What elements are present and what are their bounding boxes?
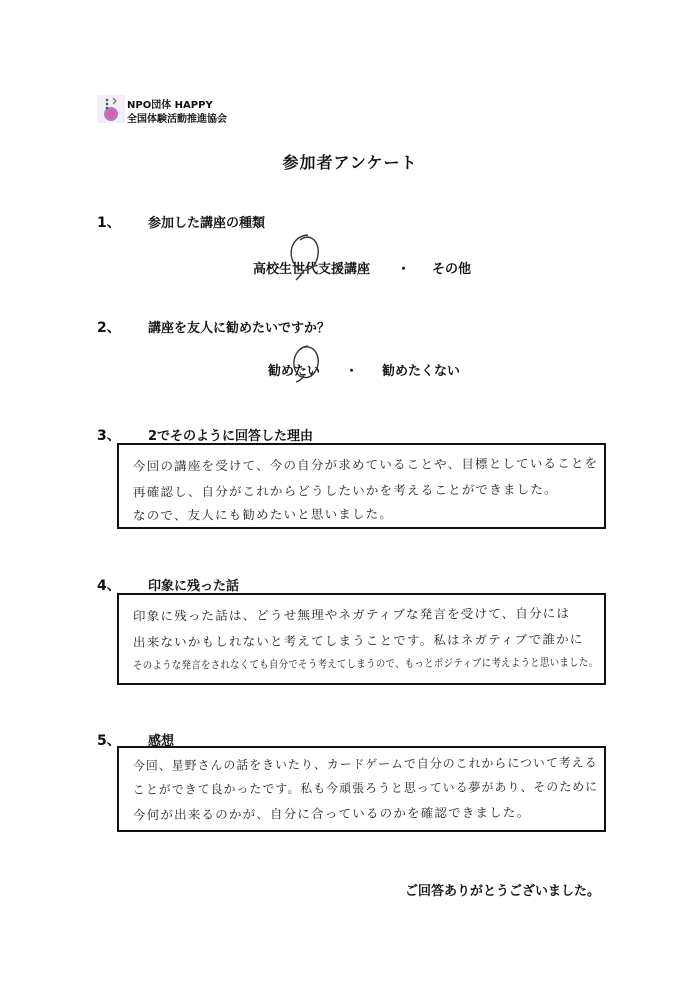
q4-answer-line-2: 出来ないかもしれないと考えてしまうことです。私はネガティブで誰かに	[132, 631, 584, 650]
question-5-number: 5、	[97, 733, 121, 749]
q5-answer-line-3: 今何が出来るのかが、自分に合っているのかを確認できました。	[132, 804, 531, 823]
q3-answer-line-2: 再確認し、自分がこれからどうしたいかを考えることができました。	[132, 481, 558, 500]
q1-option-other[interactable]: その他	[432, 262, 472, 277]
question-1-text: 参加した講座の種類	[148, 216, 266, 231]
question-4-text: 印象に残った話	[148, 579, 240, 594]
q5-answer-box[interactable]	[117, 746, 606, 832]
question-2-text: 講座を友人に勧めたいですか？	[148, 321, 331, 336]
question-3-text: 2でそのように回答した理由	[148, 429, 314, 444]
question-5-text: 感想	[148, 734, 175, 749]
org-name-line2: 全国体験活動推進協会	[127, 114, 227, 125]
q2-option-yes[interactable]: 勧めたい	[268, 364, 321, 379]
q2-option-no[interactable]: 勧めたくない	[382, 364, 461, 379]
page-title: 参加者アンケート	[282, 153, 418, 172]
question-2-number: 2、	[97, 320, 121, 336]
q4-answer-line-3: そのような発言をされなくても自分でそう考えてしまうので、もっとポジティブに考えようと思いました。	[132, 655, 599, 672]
q1-option-highschool[interactable]: 高校生世代支援講座	[253, 262, 371, 277]
question-1-number: 1、	[97, 215, 121, 231]
q1-selection-circle	[278, 230, 328, 282]
q3-answer-line-3: なので、友人にも勧めたいと思いました。	[132, 506, 394, 523]
q5-answer-line-1: 今回、星野さんの話をきいたり、カードゲームで自分のこれからについて考える	[132, 754, 598, 773]
question-4-number: 4、	[97, 578, 121, 594]
q4-answer-box[interactable]	[117, 593, 606, 685]
q4-answer-line-1: 印象に残った話は、どうせ無理やネガティブな発言を受けて、自分には	[132, 605, 571, 624]
thanks-message: ご回答ありがとうございました。	[405, 884, 601, 899]
q3-answer-line-1: 今回の講座を受けて、今の自分が求めていることや、目標としていることを	[132, 455, 599, 474]
org-name-line1: NPO団体 HAPPY	[127, 100, 213, 111]
q2-selection-circle	[282, 340, 330, 384]
question-3-number: 3、	[97, 428, 121, 444]
q1-option-separator: ・	[397, 262, 411, 277]
organization-logo	[97, 95, 125, 123]
q5-answer-line-2: ことができて良かったです。私も今頑張ろうと思っている夢があり、そのために	[132, 778, 599, 797]
q3-answer-box[interactable]	[117, 443, 606, 529]
q2-option-separator: ・	[345, 364, 359, 379]
